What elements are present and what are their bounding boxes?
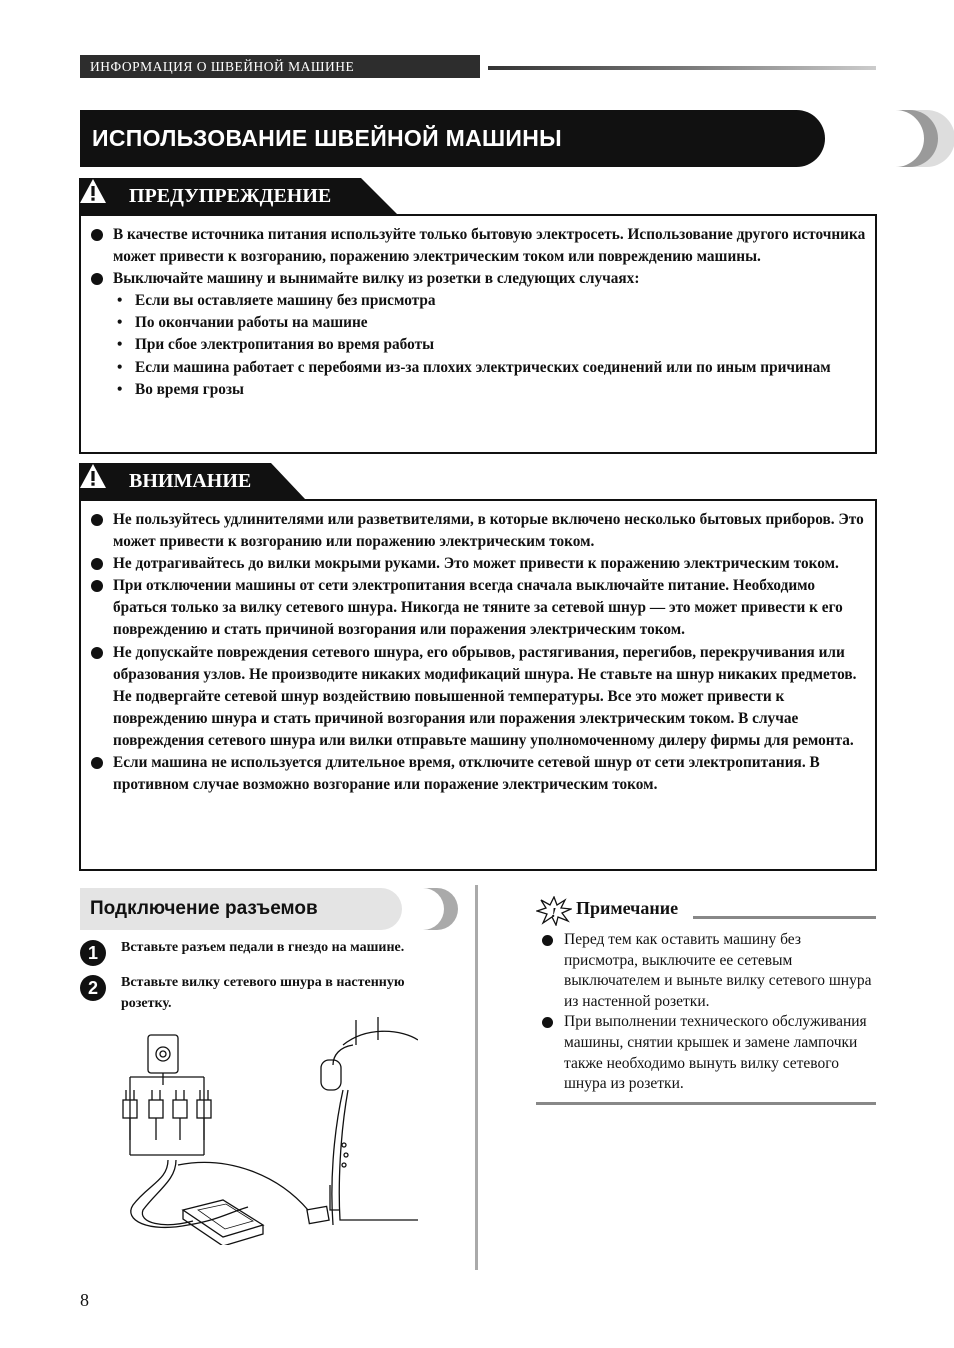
note-header	[536, 896, 876, 926]
caution-item: Не допускайте повреждения сетевого шнура, его обрывов, растягивания, перегибов, перекручивания или образования узлов. Не производите никаких модификаций шнура. Не ставьте на шнур никаких предметов. Не подвергайте сетевой шнур воздействию повышенной температуры. Все это может привести к повреждению шнура и стать причиной возгорания или поражения электрическим током. В случае повреждения сетевого шнура или вилки отправьте машину уполномоченному дилеру фирмы для ремонта.	[89, 642, 867, 752]
note-header-rule	[693, 916, 876, 919]
step-number: 2	[80, 975, 106, 1001]
note-item: Перед тем как оставить машину без присмотра, выключите ее сетевым выключателем и выньте вилку сетевого шнура из настенной розетки.	[540, 930, 876, 1012]
warning-sub-item: • Если машина работает с перебоями из-за плохих электрических соединений или по иным причинам	[117, 358, 831, 376]
warning-box	[79, 214, 877, 454]
foot-pedal-icon	[183, 1200, 263, 1245]
caution-triangle-icon	[79, 463, 107, 489]
plug-icons	[123, 1090, 211, 1140]
caution-box	[79, 499, 877, 871]
warning-sub-item: • При сбое электропитания во время работы	[117, 336, 435, 354]
note-bottom-rule	[536, 1102, 876, 1105]
warning-triangle-icon	[79, 178, 107, 204]
warning-item: Выключайте машину и вынимайте вилку из розетки в следующих случаях:	[89, 268, 867, 290]
warning-sub-item: • По окончании работы на машине	[117, 314, 368, 332]
note-list	[540, 930, 876, 1095]
page-title-banner	[80, 110, 876, 167]
step-1	[80, 937, 450, 963]
caution-item: При отключении машины от сети электропитания всегда сначала выключайте питание. Необходимо браться только за вилку сетевого шнура. Никогда не тяните за сетевой шнур — это может привести к его повреждению и стать причиной возгорания или поражения электрическим током.	[89, 575, 867, 641]
column-divider	[475, 885, 478, 1270]
page-title: ИСПОЛЬЗОВАНИЕ ШВЕЙНОЙ МАШИНЫ	[92, 125, 562, 151]
header-gradient-rule	[488, 66, 876, 70]
section-label: ИНФОРМАЦИЯ О ШВЕЙНОЙ МАШИНЕ	[80, 55, 480, 78]
page-number: 8	[80, 1290, 89, 1310]
warning-item: В качестве источника питания используйте только бытовую электросеть. Использование другого источника может привести к возгоранию, поражению электрическим током или повреждению машины.	[89, 224, 867, 268]
caution-label: ВНИМАНИЕ	[129, 470, 252, 492]
warning-sub-item: • Если вы оставляете машину без присмотра	[117, 292, 436, 310]
caution-item: Если машина не используется длительное время, отключите сетевой шнур от сети электропитания. В противном случае возможно возгорание или поражение электрическим током.	[89, 752, 867, 796]
warning-tab	[79, 178, 399, 214]
connection-illustration	[118, 1015, 418, 1245]
wall-outlet-icon	[148, 1035, 178, 1073]
caution-item: Не пользуйтесь удлинителями или разветвителями, в которые включено несколько бытовых приборов. Это может привести к возгоранию или поражению электрическим током.	[89, 509, 867, 553]
connect-section-title: Подключение разъемов	[90, 898, 318, 919]
note-burst-icon	[536, 896, 572, 926]
note-title: Примечание	[576, 898, 679, 918]
step-2	[80, 972, 450, 1014]
caution-tab	[79, 463, 309, 499]
sewing-machine-icon	[321, 1017, 418, 1225]
step-number: 1	[80, 940, 106, 966]
connect-section-banner	[80, 888, 458, 930]
caution-item: Не дотрагивайтесь до вилки мокрыми руками. Это может привести к поражению электрическим током.	[89, 553, 867, 575]
note-item: При выполнении технического обслуживания машины, снятии крышек и замене лампочки также необходимо вынуть вилку сетевого шнура из розетки.	[540, 1012, 876, 1094]
step-text: Вставьте разъем педали в гнездо на машине.	[121, 940, 405, 955]
running-header	[80, 55, 876, 78]
warning-label: ПРЕДУПРЕЖДЕНИЕ	[129, 185, 332, 207]
step-text: Вставьте вилку сетевого шнура в настенную розетку.	[121, 975, 405, 1011]
warning-sub-item: • Во время грозы	[117, 380, 244, 398]
svg-text:!: !	[551, 906, 557, 921]
